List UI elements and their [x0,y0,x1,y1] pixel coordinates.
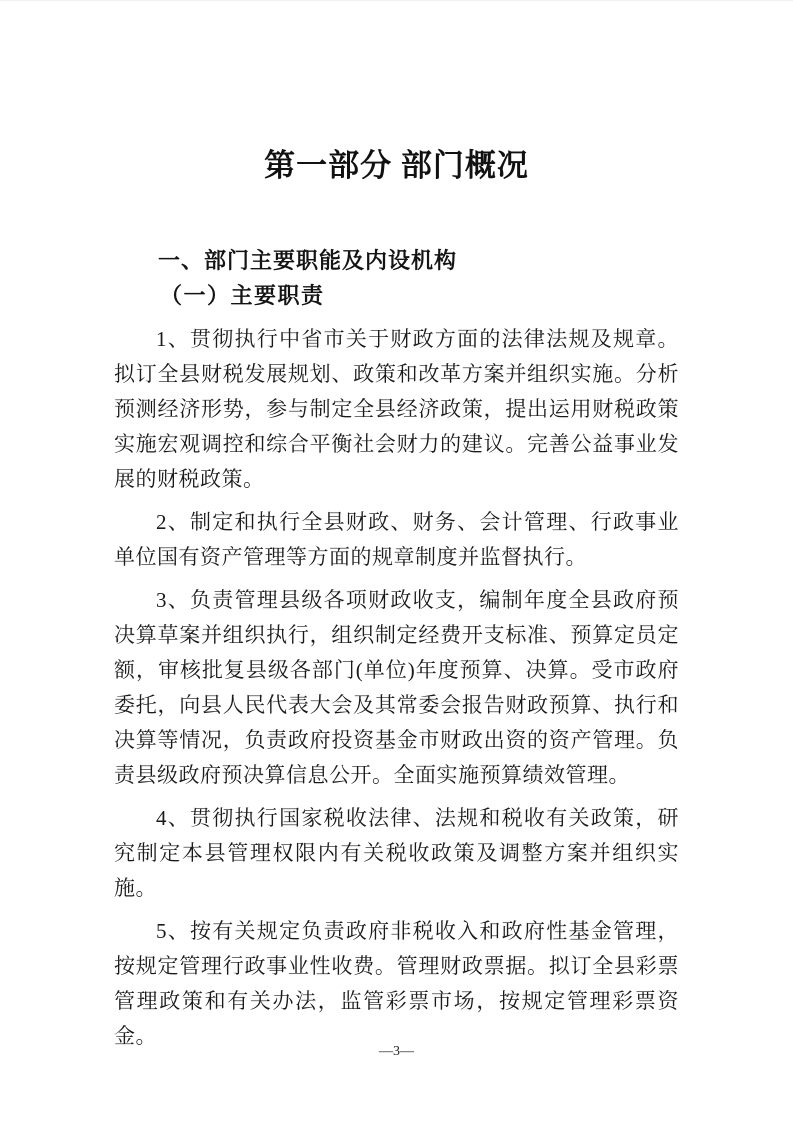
paragraph-4: 4、贯彻执行国家税收法律、法规和税收有关政策，研究制定本县管理权限内有关税收政策及调整方案并组织实施。 [114,806,679,900]
paragraph-1: 1、贯彻执行中省市关于财政方面的法律法规及规章。拟订全县财税发展规划、政策和改革方案并组织实施。分析预测经济形势，参与制定全县经济政策，提出运用财税政策实施宏观调控和综合平衡社会财力的建议。完善公益事业发展的财税政策。 [114,327,679,491]
page-title: 第一部分 部门概况 [264,148,529,183]
paragraph-5: 5、按有关规定负责政府非税收入和政府性基金管理，按规定管理行政事业性收费。管理财政票据。拟订全县彩票管理政策和有关办法，监管彩票市场，按规定管理彩票资金。 [114,919,679,1048]
paragraph-3: 3、负责管理县级各项财政收支，编制年度全县政府预决算草案并组织执行，组织制定经费开支标准、预算定员定额，审核批复县级各部门(单位)年度预算、决算。受市政府委托，向县人民代表大会及其常委会报告财政预算、执行和决算等情况，负责政府投资基金市财政出资的资产管理。负责县级政府预决算信息公开。全面实施预算绩效管理。 [114,588,679,787]
subsection-heading: （一）主要职责 [160,283,325,308]
page-number: —3— [379,1044,414,1059]
paragraph-2: 2、制定和执行全县财政、财务、会计管理、行政事业单位国有资产管理等方面的规章制度并监督执行。 [114,510,679,569]
page-content [0,1,793,1054]
section-heading: 一、部门主要职能及内设机构 [158,248,458,273]
document-body [114,322,679,1054]
